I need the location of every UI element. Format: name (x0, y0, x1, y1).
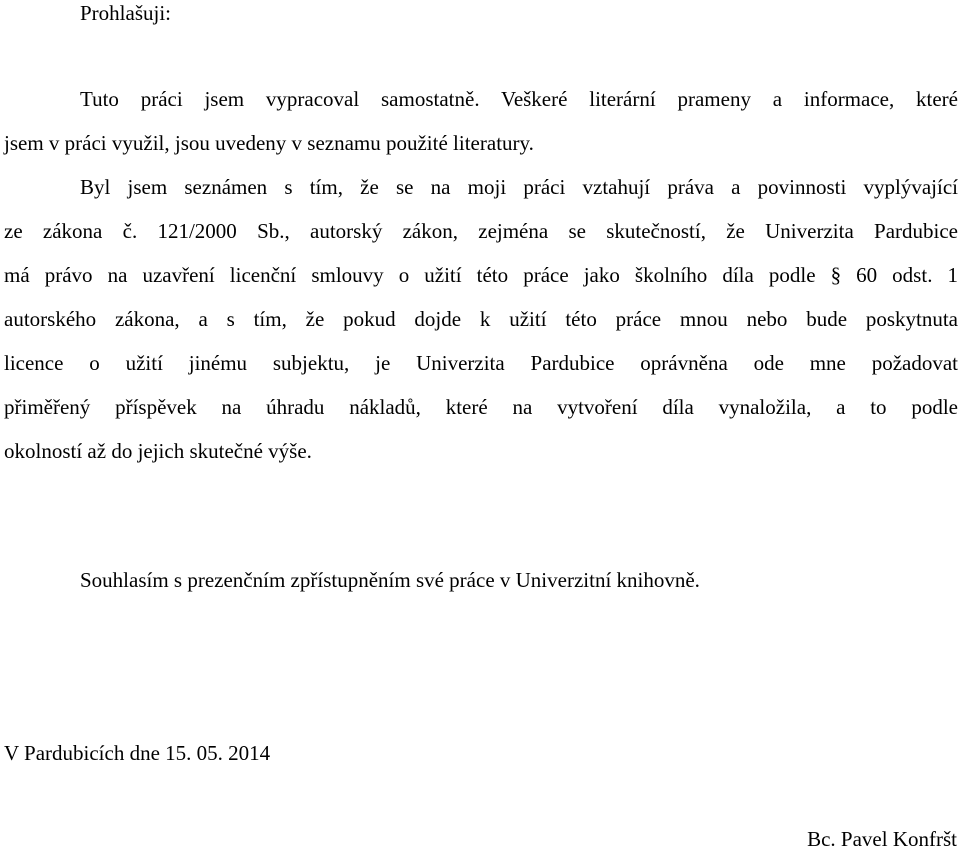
library-consent: Souhlasím s prezenčním zpřístupněním své práce v Univerzitní knihovně. (80, 568, 700, 592)
declaration-line: Tuto práci jsem vypracoval samostatně. Veškeré literární prameny a informace, které (80, 87, 958, 111)
declaration-line: autorského zákona, a s tím, že pokud dojde k užití této práce mnou nebo bude poskytnuta (4, 307, 958, 331)
declaration-line: Byl jsem seznámen s tím, že se na moji práci vztahují práva a povinnosti vyplývající (80, 175, 958, 199)
place-and-date: V Pardubicích dne 15. 05. 2014 (4, 741, 271, 765)
declaration-line: jsem v práci využil, jsou uvedeny v seznamu použité literatury. (4, 131, 534, 155)
declaration-line: ze zákona č. 121/2000 Sb., autorský zákon, zejména se skutečností, že Univerzita Pardubice (4, 219, 958, 243)
declaration-line: licence o užití jinému subjektu, je Univerzita Pardubice oprávněna ode mne požadovat (4, 351, 958, 375)
author-signature: Bc. Pavel Konfršt (807, 827, 957, 851)
declaration-line: okolností až do jejich skutečné výše. (4, 439, 312, 463)
declaration-line: přiměřený příspěvek na úhradu nákladů, které na vytvoření díla vynaložila, a to podle (4, 395, 958, 419)
declaration-heading: Prohlašuji: (80, 1, 172, 25)
declaration-line: má právo na uzavření licenční smlouvy o užití této práce jako školního díla podle § 60 odst. 1 (4, 263, 958, 287)
